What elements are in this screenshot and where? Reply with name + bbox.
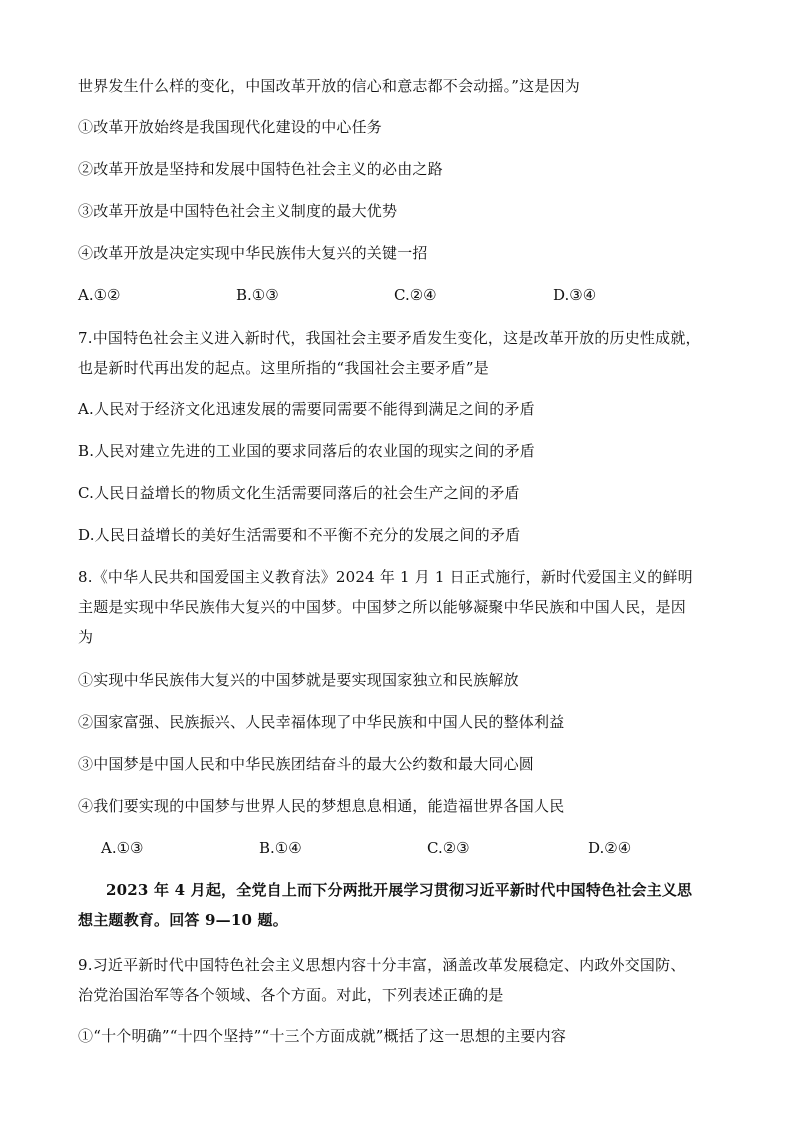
q6-statement-4: ④改革开放是决定实现中华民族伟大复兴的关键一招 (78, 244, 428, 262)
q8-statement-1: ①实现中华民族伟大复兴的中国梦就是要实现国家独立和民族解放 (78, 671, 519, 689)
q7-option-d: D.人民日益增长的美好生活需要和不平衡不充分的发展之间的矛盾 (78, 526, 521, 544)
q6-option-a: A.①② (78, 286, 121, 304)
q6-statement-1: ①改革开放始终是我国现代化建设的中心任务 (78, 118, 383, 136)
material-line-2: 想主题教育。回答 9—10 题。 (78, 911, 288, 929)
q9-stem-line-2: 治党治国治军等各个领域、各个方面。对此，下列表述正确的是 (78, 986, 504, 1004)
q8-option-d: D.②④ (588, 839, 632, 857)
q9-statement-1: ①“十个明确”“十四个坚持”“十三个方面成就”概括了这一思想的主要内容 (78, 1027, 567, 1045)
q7-stem-line-2: 也是新时代再出发的起点。这里所指的“我国社会主要矛盾”是 (78, 359, 489, 377)
q6-statement-3: ③改革开放是中国特色社会主义制度的最大优势 (78, 202, 398, 220)
q8-statement-3: ③中国梦是中国人民和中华民族团结奋斗的最大公约数和最大同心圆 (78, 755, 535, 773)
q6-option-c: C.②④ (394, 286, 437, 304)
q8-statement-2: ②国家富强、民族振兴、人民幸福体现了中华民族和中国人民的整体利益 (78, 713, 565, 731)
q8-option-a: A.①③ (101, 839, 144, 857)
q7-stem-line-1: 7.中国特色社会主义进入新时代，我国社会主要矛盾发生变化，这是改革开放的历史性成就， (78, 329, 701, 347)
q7-option-a: A.人民对于经济文化迅速发展的需要同需要不能得到满足之间的矛盾 (78, 400, 535, 418)
q8-stem-line-3: 为 (78, 628, 94, 646)
q6-stem-end: 世界发生什么样的变化，中国改革开放的信心和意志都不会动摇。”这是因为 (78, 77, 580, 95)
q8-stem-line-2: 主题是实现中华民族伟大复兴的中国梦。中国梦之所以能够凝聚中华民族和中国人民，是因 (78, 598, 687, 616)
q7-option-c: C.人民日益增长的物质文化生活需要同落后的社会生产之间的矛盾 (78, 484, 520, 502)
q8-option-b: B.①④ (259, 839, 302, 857)
material-line-1: 2023 年 4 月起，全党自上而下分两批开展学习贯彻习近平新时代中国特色社会主义思 (106, 881, 693, 899)
q8-stem-line-1: 8.《中华人民共和国爱国主义教育法》2024 年 1 月 1 日正式施行，新时代爱国主义的鲜明 (78, 568, 693, 586)
q9-stem-line-1: 9.习近平新时代中国特色社会主义思想内容十分丰富，涵盖改革发展稳定、内政外交国防、 (78, 956, 686, 974)
q7-option-b: B.人民对建立先进的工业国的要求同落后的农业国的现实之间的矛盾 (78, 442, 535, 460)
q6-statement-2: ②改革开放是坚持和发展中国特色社会主义的必由之路 (78, 160, 443, 178)
q6-option-b: B.①③ (236, 286, 279, 304)
q8-option-c: C.②③ (427, 839, 470, 857)
q8-statement-4: ④我们要实现的中国梦与世界人民的梦想息息相通，能造福世界各国人民 (78, 797, 565, 815)
q6-option-d: D.③④ (553, 286, 597, 304)
